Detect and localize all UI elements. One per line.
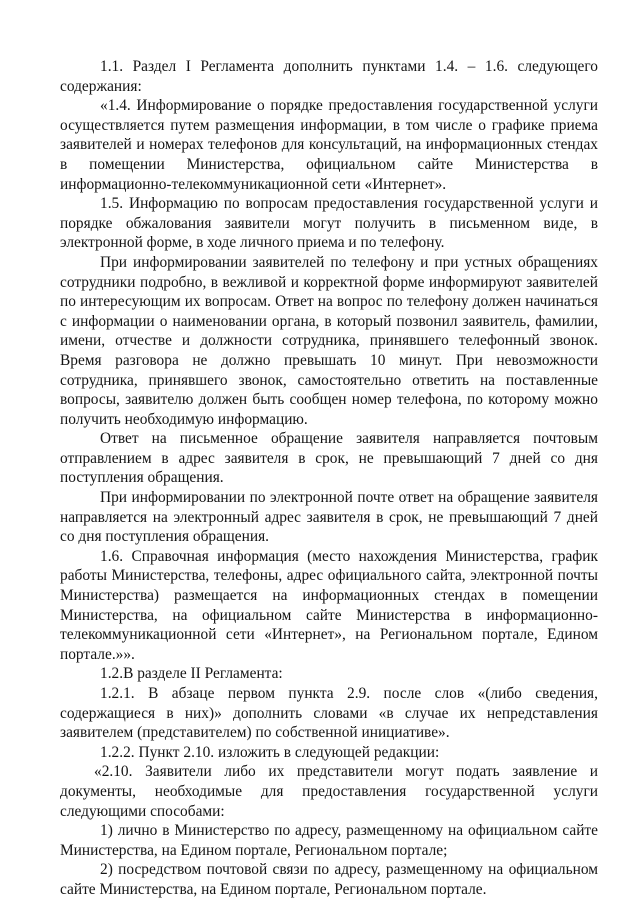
paragraph-2-10: «2.10. Заявители либо их представители могут подать заявление и документы, необходимые для предоставления государственной услуги следующими способами: xyxy=(60,763,598,820)
paragraph-1-1: 1.1. Раздел I Регламента дополнить пунктами 1.4. – 1.6. следующего содержания: xyxy=(60,58,598,95)
paragraph-1-6: 1.6. Справочная информация (место нахождения Министерства, график работы Министерства, телефоны, адрес официального сайта, электронной почты Министерства) размещается на информационных стендах в помещении Министерства, на официальном сайте Министерства в информационно-телекоммуникационной сети «Интернет», на Региональном портале, Едином портале.»». xyxy=(60,547,598,663)
paragraph-1-4: «1.4. Информирование о порядке предоставления государственной услуги осуществляется путем размещения информации, в том числе о графике приема заявителей и номерах телефонов для консультаций, на информационных стендах в помещении Министерства, официальном сайте Министерства в информационно-телекоммуникационной сети «Интернет». xyxy=(60,97,598,193)
paragraph-1-5: 1.5. Информацию по вопросам предоставления государственной услуги и порядке обжалования заявители могут получить в письменном виде, в электронной форме, в ходе личного приема и по телефону. xyxy=(60,195,598,252)
paragraph-1-2: 1.2.В разделе II Регламента: xyxy=(100,665,283,683)
paragraph-email-response: При информировании по электронной почте ответ на обращение заявителя направляется на электронный адрес заявителя в срок, не превышающий 7 дней со дня поступления обращения. xyxy=(60,489,598,546)
paragraph-1-2-2: 1.2.2. Пункт 2.10. изложить в следующей редакции: xyxy=(100,743,440,761)
paragraph-phone-info: При информировании заявителей по телефону и при устных обращениях сотрудники подробно, в вежливой и корректной форме информируют заявителей по интересующим их вопросам. Ответ на вопрос по телефону должен начинаться с информации о наименовании органа, в который позвонил заявитель, фамилии, имени, отчестве и должности сотрудника, принявшего телефонный звонок. Время разговора не должно превышать 10 минут. При невозможности сотрудника, принявшего звонок, самостоятельно ответить на поставленные вопросы, заявителю должен быть сообщен номер телефона, по которому можно получить необходимую информацию. xyxy=(60,253,598,428)
paragraph-item-2: 2) посредством почтовой связи по адресу, размещенному на официальном сайте Министерства, на Едином портале, Региональном портале. xyxy=(60,861,598,898)
paragraph-written-response: Ответ на письменное обращение заявителя направляется почтовым отправлением в адрес заявителя в срок, не превышающий 7 дней со дня поступления обращения. xyxy=(60,430,598,487)
paragraph-1-2-1: 1.2.1. В абзаце первом пункта 2.9. после слов «(либо сведения, содержащиеся в них)» дополнить словами «в случае их непредставления заявителем (представителем) по собственной инициативе». xyxy=(60,685,598,742)
paragraph-item-1: 1) лично в Министерство по адресу, размещенному на официальном сайте Министерства, на Едином портале, Региональном портале; xyxy=(60,822,598,859)
